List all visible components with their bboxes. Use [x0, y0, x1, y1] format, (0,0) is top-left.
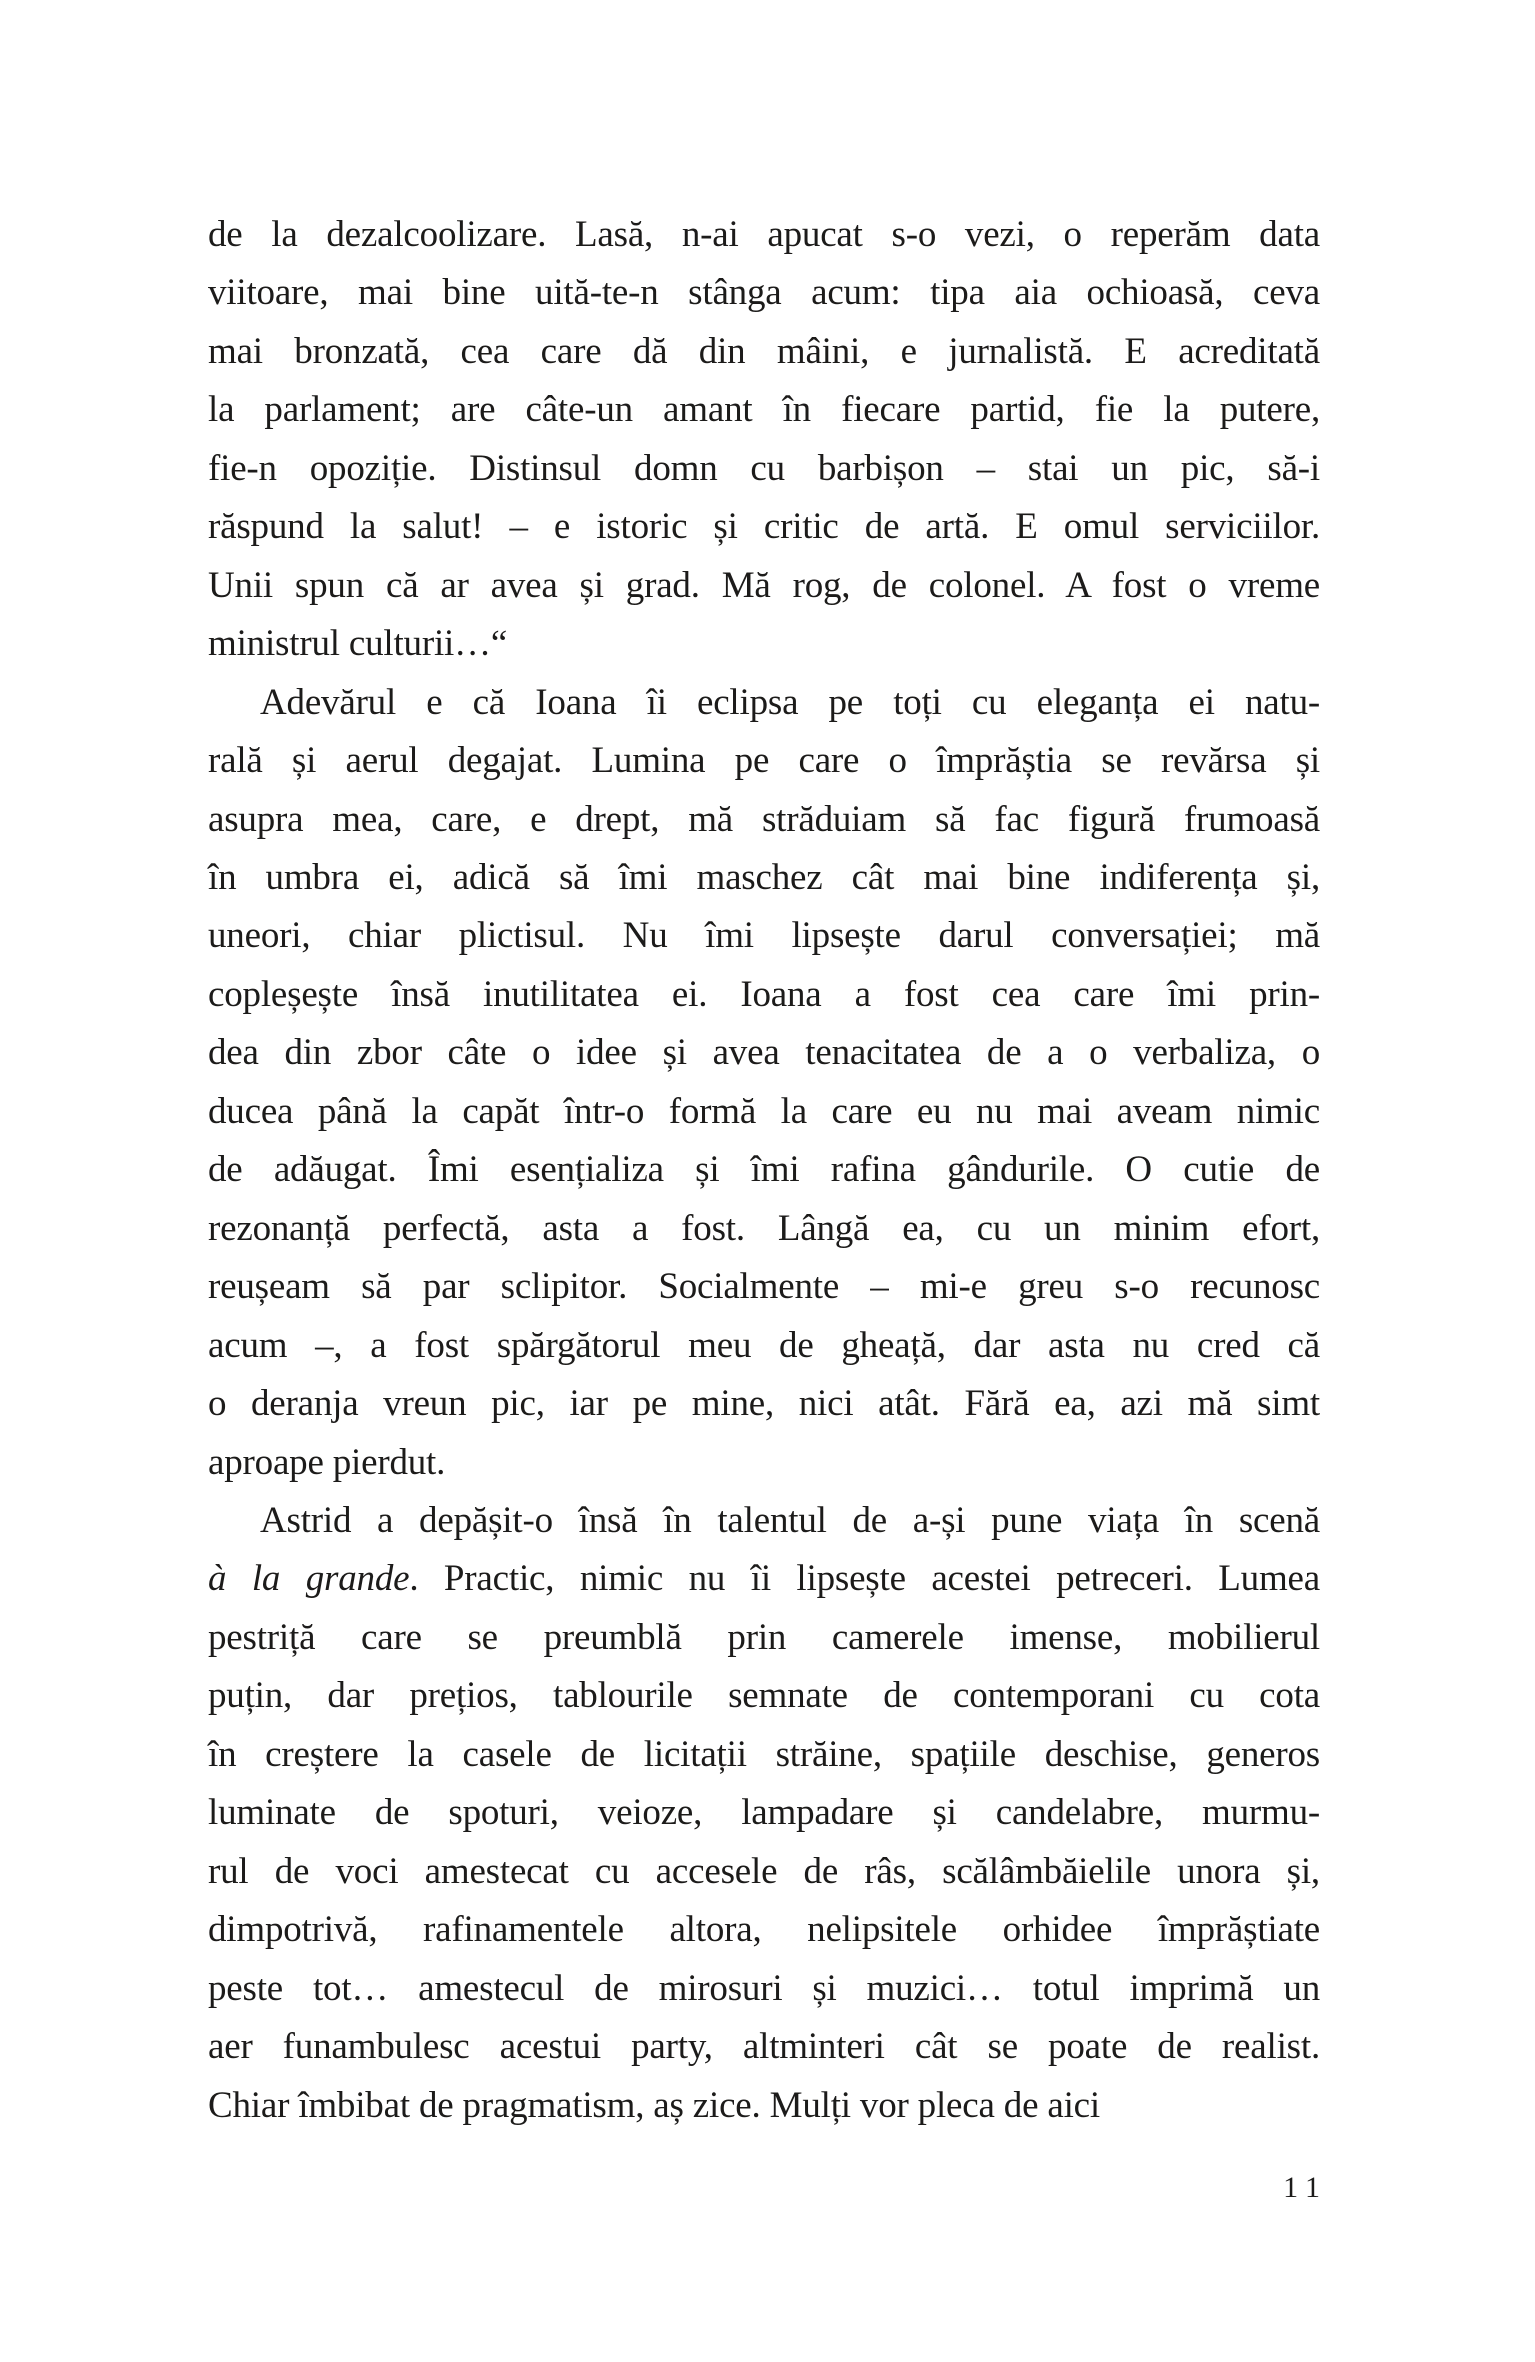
text-segment: rală și aerul degajat. Lumina pe care o împrăștia se revărsa și [208, 740, 1320, 782]
text-segment: de la dezalcoolizare. Lasă, n-ai apucat s-o vezi, o reperăm data [208, 214, 1320, 255]
text-line [208, 1317, 1320, 1375]
text-line [208, 1141, 1320, 1199]
text-line [208, 966, 1320, 1024]
text-segment: aer funambulesc acestui party, altminteri cât se poate de realist. [208, 2026, 1320, 2068]
italic-text-segment: à la grande [208, 1558, 410, 1600]
text-segment: Astrid a depășit-o însă în talentul de a-și pune viața în scenă [260, 1499, 1320, 1541]
text-line [208, 849, 1320, 907]
text-line [208, 1024, 1320, 1082]
text-segment: asupra mea, care, e drept, mă străduiam să fac figură frumoasă [208, 798, 1320, 840]
text-line [208, 323, 1320, 381]
text-line [208, 498, 1320, 556]
text-line [208, 907, 1320, 965]
text-segment: ministrul culturii…“ [208, 623, 508, 665]
text-segment: mai bronzată, cea care dă din mâini, e jurnalistă. E acreditată [208, 330, 1320, 372]
text-segment: fie-n opoziție. Distinsul domn cu barbișon – stai un pic, să-i [208, 447, 1320, 489]
paragraph [208, 674, 1320, 1492]
text-line [208, 732, 1320, 790]
text-line [208, 1375, 1320, 1433]
paragraph [208, 206, 1320, 674]
text-line [208, 381, 1320, 439]
paragraph [208, 1492, 1320, 2135]
text-line [208, 2077, 1320, 2135]
text-segment: peste tot… amestecul de mirosuri și muzici… totul imprimă un [208, 1967, 1320, 2009]
text-line [208, 674, 1320, 732]
text-line [208, 557, 1320, 615]
text-segment: Chiar îmbibat de pragmatism, aș zice. Mulți vor pleca de aici [208, 2084, 1100, 2126]
text-segment: pestriță care se preumblă prin camerele imense, mobilierul [208, 1616, 1320, 1658]
text-segment: dea din zbor câte o idee și avea tenacitatea de a o verbaliza, o [208, 1032, 1320, 1074]
text-segment: ducea până la capăt într-o formă la care eu nu mai aveam nimic [208, 1090, 1320, 1132]
text-line [208, 206, 1320, 264]
text-line [208, 264, 1320, 322]
text-segment: în creștere la casele de licitații străine, spațiile deschise, generos [208, 1733, 1320, 1775]
text-segment: în umbra ei, adică să îmi maschez cât mai bine indiferența și, [208, 856, 1320, 898]
page-number: 11 [1283, 2171, 1328, 2204]
page-text-block [208, 206, 1320, 2135]
text-line [208, 1784, 1320, 1842]
text-segment: viitoare, mai bine uită-te-n stânga acum: tipa aia ochioasă, ceva [208, 272, 1320, 314]
text-segment: rul de voci amestecat cu accesele de râs, scălâmbăielile unora și, [208, 1850, 1320, 1892]
text-line [208, 615, 1320, 673]
text-segment: uneori, chiar plictisul. Nu îmi lipsește darul conversației; mă [208, 915, 1320, 957]
text-segment: la parlament; are câte-un amant în fiecare partid, fie la putere, [208, 389, 1320, 431]
text-line [208, 1960, 1320, 2018]
text-line [208, 1200, 1320, 1258]
text-segment: răspund la salut! – e istoric și critic de artă. E omul serviciilor. [208, 506, 1320, 548]
text-segment: . Practic, nimic nu îi lipsește acestei petreceri. Lumea [409, 1558, 1320, 1600]
text-line [208, 1901, 1320, 1959]
text-line [208, 1434, 1320, 1492]
text-segment: reușeam să par sclipitor. Socialmente – mi-e greu s-o recunosc [208, 1266, 1320, 1308]
text-line [208, 1258, 1320, 1316]
text-segment: acum –, a fost spărgătorul meu de gheață, dar asta nu cred că [208, 1324, 1320, 1366]
text-line [208, 1550, 1320, 1608]
text-segment: copleșește însă inutilitatea ei. Ioana a fost cea care îmi prin- [208, 973, 1320, 1015]
text-segment: dimpotrivă, rafinamentele altora, nelipsitele orhidee împrăștiate [208, 1909, 1320, 1951]
text-segment: luminate de spoturi, veioze, lampadare și candelabre, murmu- [208, 1792, 1320, 1834]
text-line [208, 1083, 1320, 1141]
text-segment: aproape pierdut. [208, 1441, 446, 1483]
text-segment: puțin, dar prețios, tablourile semnate de contemporani cu cota [208, 1675, 1320, 1717]
text-line [208, 1726, 1320, 1784]
text-line [208, 1609, 1320, 1667]
text-line [208, 791, 1320, 849]
text-line [208, 440, 1320, 498]
text-segment: Unii spun că ar avea și grad. Mă rog, de colonel. A fost o vreme [208, 564, 1320, 606]
text-segment: o deranja vreun pic, iar pe mine, nici atât. Fără ea, azi mă simt [208, 1383, 1320, 1425]
text-line [208, 1492, 1320, 1550]
text-segment: Adevărul e că Ioana îi eclipsa pe toți cu eleganța ei natu- [260, 681, 1320, 723]
text-line [208, 1667, 1320, 1725]
text-line [208, 2018, 1320, 2076]
text-segment: rezonanță perfectă, asta a fost. Lângă ea, cu un minim efort, [208, 1207, 1320, 1249]
text-line [208, 1843, 1320, 1901]
text-segment: de adăugat. Îmi esențializa și îmi rafina gândurile. O cutie de [208, 1149, 1320, 1191]
